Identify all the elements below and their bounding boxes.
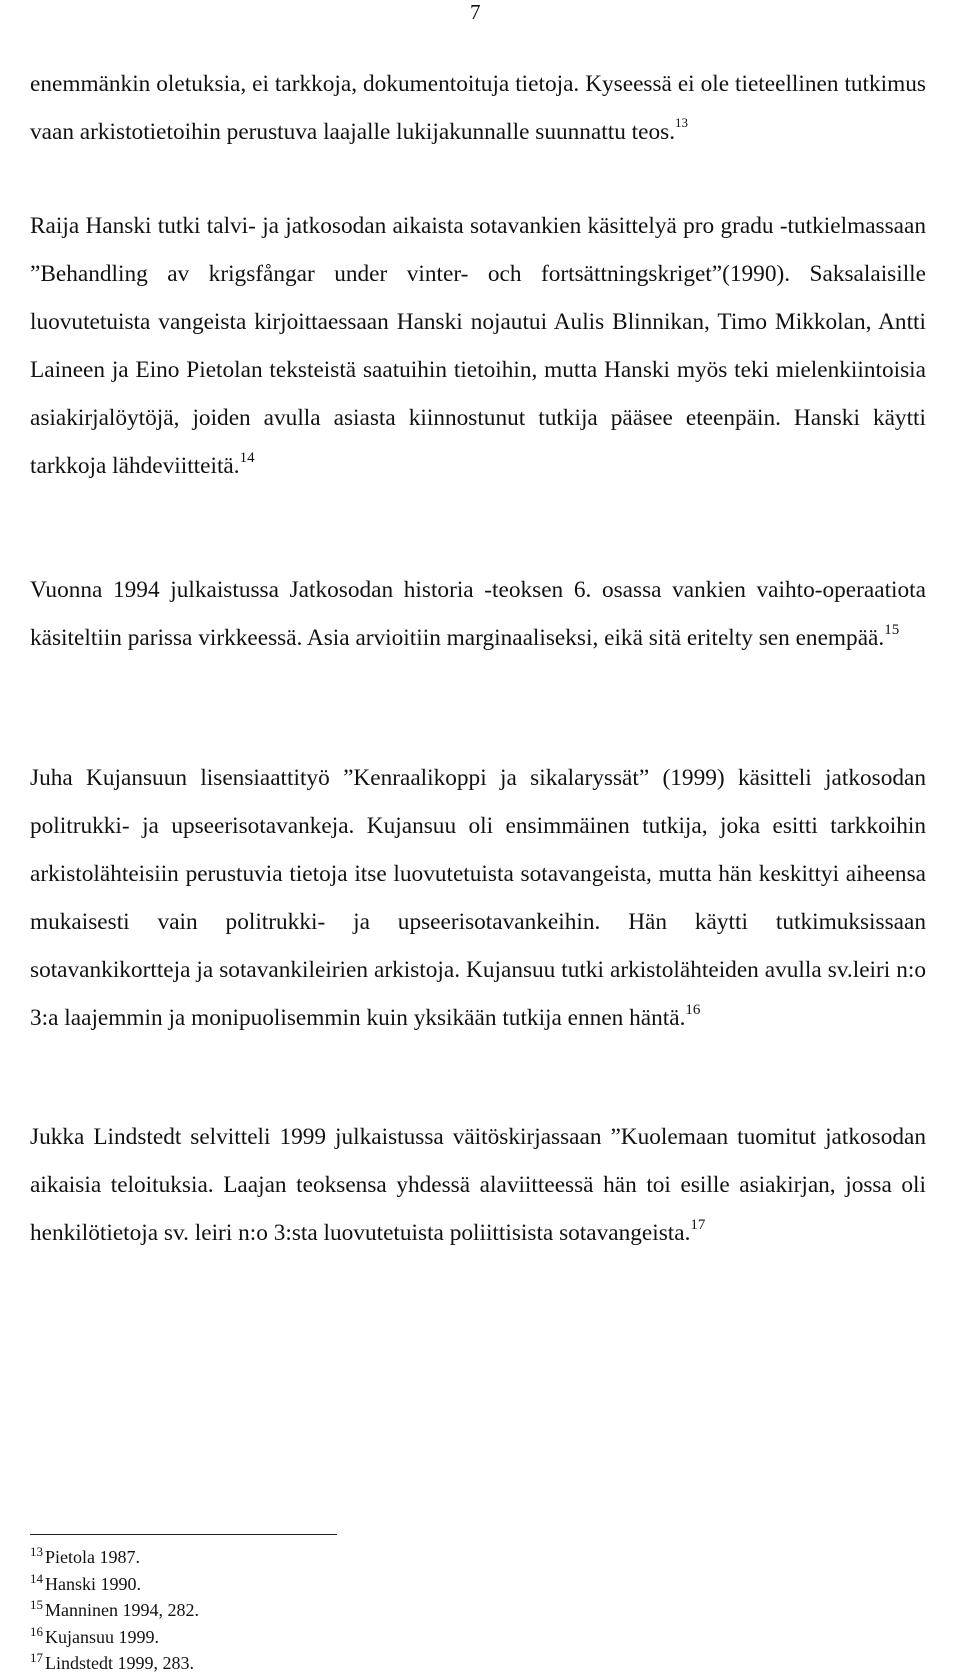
footnote-item: [30, 1650, 530, 1677]
paragraph-2: [30, 202, 926, 490]
footnote-text: Pietola 1987.: [45, 1547, 140, 1567]
footnote-text: Manninen 1994, 282.: [45, 1600, 199, 1620]
footnote-text: Lindstedt 1999, 283.: [45, 1653, 194, 1673]
footnote-number: 14: [30, 1570, 43, 1586]
footnote-item: [30, 1597, 530, 1624]
footnote-reference: 13: [675, 115, 689, 130]
paragraph-5: [30, 1113, 926, 1257]
footnote-reference: 16: [685, 1002, 701, 1018]
footnote-text: Hanski 1990.: [45, 1573, 141, 1594]
footnote-text: Kujansuu 1999.: [45, 1626, 159, 1647]
footnote-reference: 17: [690, 1217, 706, 1233]
footnote-item: [30, 1624, 530, 1651]
footnote-separator: [30, 1534, 337, 1535]
footnotes: [30, 1544, 530, 1677]
paragraph-text: Juha Kujansuun lisensiaattityö ”Kenraalikoppi ja sikalaryssät” (1999) käsitteli jatkosodan politrukki- ja upseerisotavankeja. Kujansuu oli ensimmäinen tutkija, joka esitti tarkkoihin arkistolähteisiin perustuvia tietoja itse luovutetuista sotavangeista, mutta hän keskittyi aiheensa mukaisesti vain politrukki- ja upseerisotavankeihin. Hän käytti tutkimuksissaan sotavankikortteja ja sotavankileirien arkistoja. Kujansuu tutki arkistolähteiden avulla sv.leiri n:o 3:a laajemmin ja monipuolisemmin kuin yksikään tutkija ennen häntä.: [30, 765, 926, 1031]
footnote-reference: 14: [239, 450, 255, 466]
footnote-number: 13: [30, 1544, 43, 1559]
page-number: 7: [470, 0, 481, 24]
footnote-number: 15: [30, 1597, 43, 1612]
footnote-number: 16: [30, 1623, 43, 1639]
paragraph-4: [30, 754, 926, 1042]
footnote-item: [30, 1544, 530, 1571]
footnote-number: 17: [30, 1650, 43, 1665]
paragraph-3: [30, 566, 926, 662]
paragraph-text: Jukka Lindstedt selvitteli 1999 julkaistussa väitöskirjassaan ”Kuolemaan tuomitut jatkosodan aikaisia teloituksia. Laajan teoksensa yhdessä alaviitteessä hän toi esille asiakirjan, jossa oli henkilötietoja sv. leiri n:o 3:sta luovutetuista poliittisista sotavangeista.: [30, 1124, 926, 1246]
paragraph-text: Vuonna 1994 julkaistussa Jatkosodan historia -teoksen 6. osassa vankien vaihto-operaatiota käsiteltiin parissa virkkeessä. Asia arvioitiin marginaaliseksi, eikä sitä eritelty sen enempää.: [30, 577, 926, 651]
paragraph-text: Raija Hanski tutki talvi- ja jatkosodan aikaista sotavankien käsittelyä pro gradu -tutkielmassaan ”Behandling av krigsfångar under vinter- och fortsättningskriget”(1990). Saksalaisille luovutetuista vangeista kirjoittaessaan Hanski nojautui Aulis Blinnikan, Timo Mikkolan, Antti Laineen ja Eino Pietolan teksteistä saatuihin tietoihin, mutta Hanski myös teki mielenkiintoisia asiakirjalöytöjä, joiden avulla asiasta kiinnostunut tutkija pääsee eteenpäin. Hanski käytti tarkkoja lähdeviitteitä.: [30, 213, 926, 479]
footnote-reference: 15: [884, 622, 900, 638]
paragraph-text: enemmänkin oletuksia, ei tarkkoja, dokumentoituja tietoja. Kyseessä ei ole tieteellinen tutkimus vaan arkistotietoihin perustuva laajalle lukijakunnalle suunnattu teos.: [30, 71, 926, 145]
paragraph-1: [30, 60, 926, 156]
footnote-item: [30, 1571, 530, 1598]
